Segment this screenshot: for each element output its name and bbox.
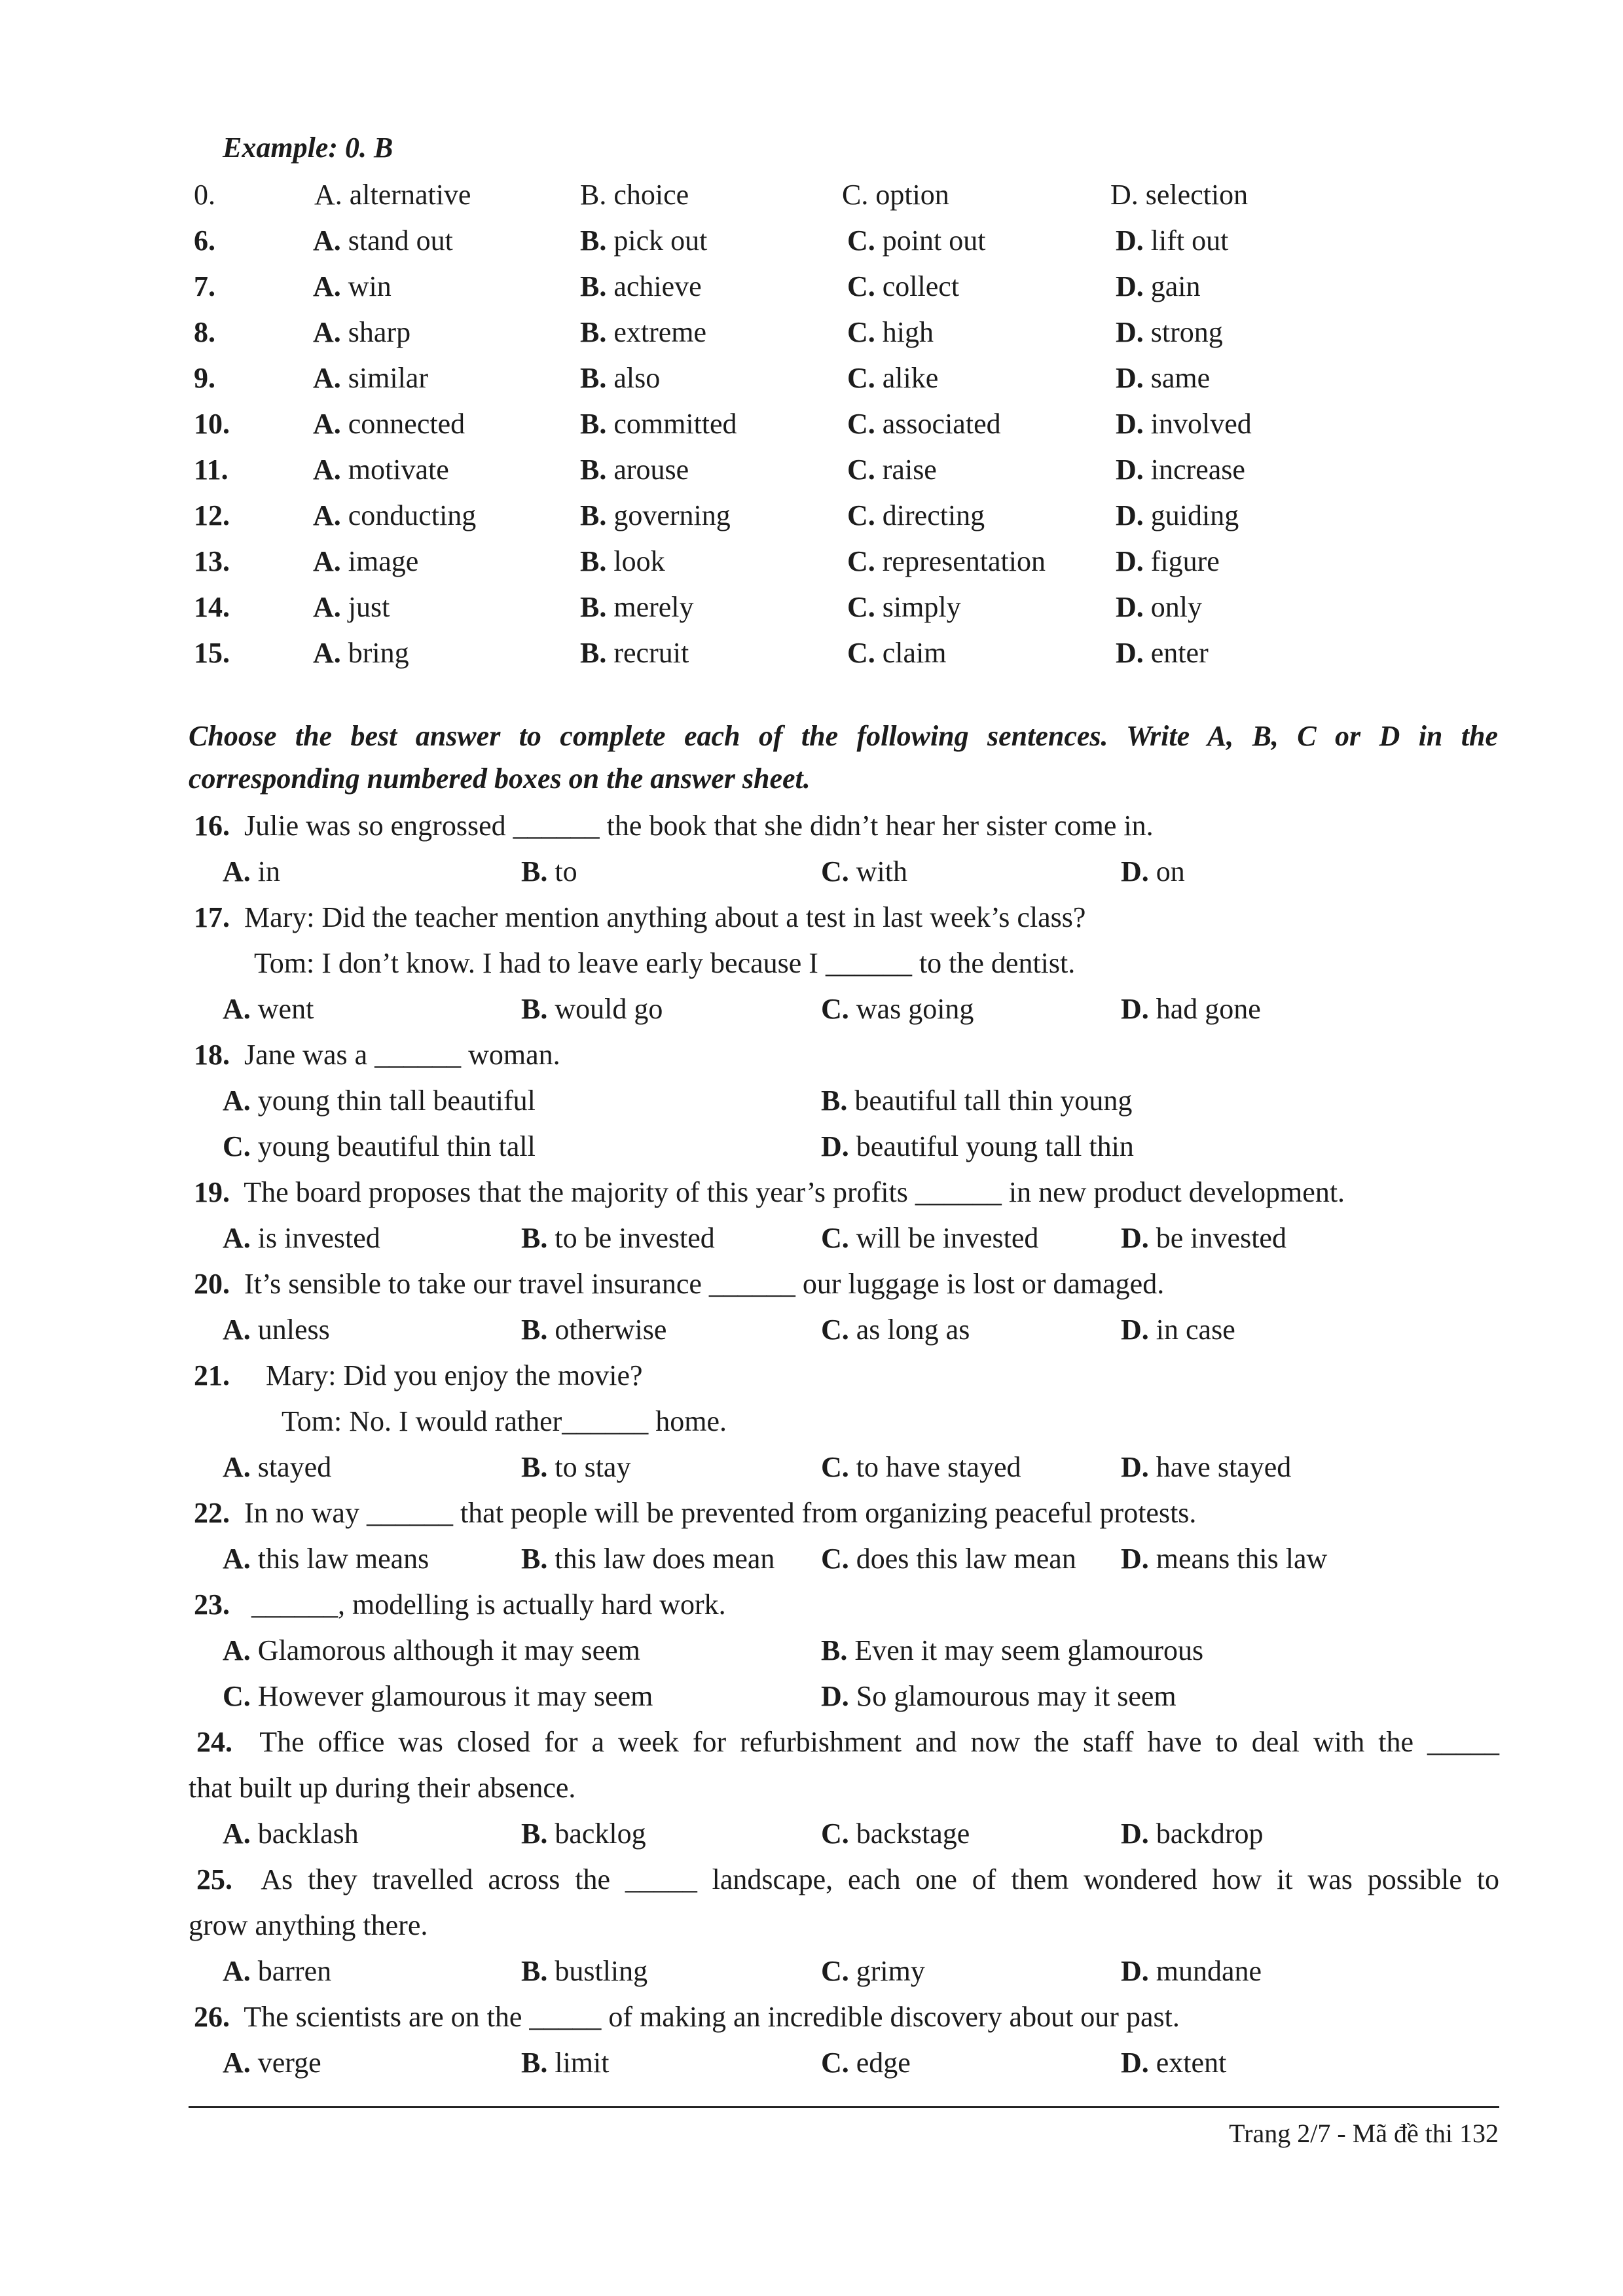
option-letter: D. — [1116, 362, 1144, 394]
question-number: 20. — [194, 1268, 230, 1300]
option-text: went — [257, 993, 314, 1025]
option-text: merely — [613, 591, 694, 623]
option-text: backdrop — [1156, 1818, 1264, 1850]
option-text: only — [1150, 591, 1203, 623]
option-letter: D. — [1121, 1314, 1149, 1346]
option-text: gain — [1150, 270, 1201, 302]
page-footer: Trang 2/7 - Mã đề thi 132 — [1229, 2119, 1499, 2148]
question-text-line-2: Tom: I don’t know. I had to leave early because I ______ to the dentist. — [254, 947, 1076, 979]
option-letter: B. — [580, 179, 607, 211]
vocab-number: 6. — [194, 224, 215, 257]
option-text: increase — [1150, 454, 1245, 486]
option-text: unless — [257, 1314, 330, 1346]
vocab-number: 15. — [194, 637, 230, 669]
question-18 — [194, 1035, 560, 1075]
question-text-line-2: grow anything there. — [189, 1909, 428, 1941]
option-text: conducting — [348, 499, 477, 531]
option-text: to be invested — [555, 1222, 715, 1254]
option-text: to — [555, 855, 577, 888]
option-letter: B. — [521, 855, 548, 888]
option-letter: C. — [847, 316, 875, 348]
option-text: connected — [348, 408, 465, 440]
question-text: The office was closed for a week for refurbishment and now the staff have to deal with the _____ — [259, 1726, 1499, 1758]
question-22 — [194, 1494, 1196, 1533]
option-text: strong — [1150, 316, 1223, 348]
vocab-row — [0, 496, 1623, 535]
option-text: otherwise — [555, 1314, 667, 1346]
option-letter: D. — [1116, 545, 1144, 577]
question-text-line-2: that built up during their absence. — [189, 1772, 576, 1804]
option-text: will be invested — [856, 1222, 1039, 1254]
option-letter: D. — [821, 1680, 849, 1712]
option-letter: A. — [223, 1955, 251, 1987]
question-23 — [194, 1585, 726, 1624]
option-text: So glamourous may it seem — [856, 1680, 1176, 1712]
option-text: collect — [882, 270, 960, 302]
question-17 — [194, 898, 1085, 937]
question-number: 21. — [194, 1359, 230, 1391]
option-text: stayed — [257, 1451, 332, 1483]
option-text: associated — [882, 408, 1001, 440]
option-text: backlog — [555, 1818, 646, 1850]
question-number: 22. — [194, 1497, 230, 1529]
option-letter: C. — [842, 179, 869, 211]
vocab-number: 9. — [194, 362, 215, 394]
option-letter: D. — [1116, 454, 1144, 486]
option-text: alike — [882, 362, 939, 394]
option-text: young thin tall beautiful — [257, 1085, 536, 1117]
option-letter: D. — [1121, 2047, 1149, 2079]
vocab-row — [0, 359, 1623, 398]
option-letter: B. — [521, 1451, 548, 1483]
option-letter: D. — [1116, 224, 1144, 257]
vocab-row — [0, 221, 1623, 260]
option-text: this law means — [257, 1543, 429, 1575]
option-text: also — [613, 362, 661, 394]
option-letter: D. — [1121, 1543, 1149, 1575]
option-letter: D. — [1121, 1451, 1149, 1483]
option-text: recruit — [613, 637, 689, 669]
option-letter: A. — [223, 1314, 251, 1346]
option-letter: A. — [313, 408, 341, 440]
question-24 — [196, 1723, 1499, 1762]
option-letter: D. — [1121, 1818, 1149, 1850]
option-text: have stayed — [1156, 1451, 1292, 1483]
option-letter: A. — [313, 224, 341, 257]
option-letter: B. — [580, 545, 607, 577]
vocab-row — [0, 542, 1623, 581]
option-text: similar — [348, 362, 428, 394]
option-text: Glamorous although it may seem — [257, 1634, 640, 1666]
option-text: young beautiful thin tall — [257, 1130, 536, 1162]
option-text: high — [882, 316, 934, 348]
question-number: 16. — [194, 810, 230, 842]
option-text: had gone — [1156, 993, 1261, 1025]
option-letter: B. — [521, 1543, 548, 1575]
option-letter: B. — [521, 2047, 548, 2079]
question-number: 26. — [194, 2001, 230, 2033]
option-letter: D. — [821, 1130, 849, 1162]
option-text: directing — [882, 499, 985, 531]
option-letter: D. — [1116, 316, 1144, 348]
question-text: It’s sensible to take our travel insurance ______ our luggage is lost or damaged. — [244, 1268, 1165, 1300]
question-number: 23. — [194, 1588, 230, 1621]
question-text: Julie was so engrossed ______ the book that she didn’t hear her sister come in. — [244, 810, 1154, 842]
option-text: barren — [257, 1955, 332, 1987]
option-letter: C. — [821, 1543, 849, 1575]
vocab-row — [0, 634, 1623, 673]
option-letter: C. — [847, 362, 875, 394]
option-letter: C. — [847, 224, 875, 257]
option-text: just — [348, 591, 390, 623]
option-text: beautiful tall thin young — [854, 1085, 1133, 1117]
vocab-number: 12. — [194, 499, 230, 531]
option-text: enter — [1150, 637, 1209, 669]
option-letter: B. — [821, 1085, 848, 1117]
option-text: in case — [1156, 1314, 1235, 1346]
option-text: bring — [348, 637, 409, 669]
option-letter: D. — [1110, 179, 1139, 211]
option-letter: D. — [1121, 855, 1149, 888]
vocab-number: 8. — [194, 316, 215, 348]
option-letter: D. — [1121, 1222, 1149, 1254]
question-text: As they travelled across the _____ landscape, each one of them wondered how it was possible to — [261, 1863, 1499, 1895]
option-letter: A. — [223, 1451, 251, 1483]
vocab-number: 14. — [194, 591, 230, 623]
option-text: stand out — [348, 224, 453, 257]
option-letter: C. — [821, 1222, 849, 1254]
option-letter: B. — [521, 993, 548, 1025]
option-letter: A. — [313, 637, 341, 669]
question-19 — [194, 1173, 1345, 1212]
option-text: However glamourous it may seem — [257, 1680, 653, 1712]
option-text: option — [875, 179, 949, 211]
option-letter: C. — [847, 454, 875, 486]
question-26 — [194, 1998, 1180, 2037]
option-text: was going — [856, 993, 974, 1025]
option-letter: B. — [521, 1314, 548, 1346]
option-letter: A. — [313, 362, 341, 394]
option-letter: A. — [223, 1634, 251, 1666]
option-text: Even it may seem glamourous — [854, 1634, 1204, 1666]
option-text: limit — [555, 2047, 610, 2079]
question-text: Jane was a ______ woman. — [244, 1039, 560, 1071]
option-letter: C. — [847, 545, 875, 577]
option-text: this law does mean — [555, 1543, 775, 1575]
option-text: involved — [1150, 408, 1252, 440]
option-letter: D. — [1116, 499, 1144, 531]
vocab-row — [0, 175, 1623, 215]
question-text: Mary: Did the teacher mention anything about a test in last week’s class? — [244, 901, 1086, 933]
option-letter: C. — [847, 637, 875, 669]
option-letter: B. — [580, 454, 607, 486]
option-letter: C. — [847, 270, 875, 302]
option-text: mundane — [1156, 1955, 1262, 1987]
option-letter: C. — [821, 1314, 849, 1346]
option-letter: D. — [1121, 1955, 1149, 1987]
instruction-line-2: corresponding numbered boxes on the answer sheet. — [189, 762, 811, 795]
option-text: to stay — [555, 1451, 631, 1483]
option-text: is invested — [257, 1222, 380, 1254]
option-letter: A. — [313, 316, 341, 348]
option-letter: C. — [821, 2047, 849, 2079]
vocab-row — [0, 404, 1623, 444]
option-text: motivate — [348, 454, 449, 486]
option-letter: B. — [580, 224, 607, 257]
vocab-row — [0, 267, 1623, 306]
option-letter: A. — [314, 179, 342, 211]
option-letter: B. — [580, 408, 607, 440]
option-letter: B. — [521, 1955, 548, 1987]
option-text: verge — [257, 2047, 321, 2079]
option-text: achieve — [613, 270, 702, 302]
option-text: simply — [882, 591, 961, 623]
question-number: 19. — [194, 1176, 230, 1208]
option-text: sharp — [348, 316, 411, 348]
vocab-row — [0, 588, 1623, 627]
option-text: extreme — [613, 316, 707, 348]
option-letter: D. — [1116, 408, 1144, 440]
option-letter: A. — [223, 993, 251, 1025]
option-letter: A. — [313, 591, 341, 623]
option-text: figure — [1150, 545, 1220, 577]
option-letter: C. — [821, 1451, 849, 1483]
question-text: The scientists are on the _____ of making an incredible discovery about our past. — [244, 2001, 1180, 2033]
option-text: pick out — [613, 224, 708, 257]
option-text: with — [856, 855, 908, 888]
option-text: representation — [882, 545, 1046, 577]
vocab-row — [0, 450, 1623, 490]
vocab-number: 13. — [194, 545, 230, 577]
option-text: governing — [613, 499, 731, 531]
question-number: 24. — [196, 1726, 232, 1758]
option-text: selection — [1145, 179, 1249, 211]
option-text: same — [1150, 362, 1211, 394]
option-letter: A. — [313, 499, 341, 531]
option-text: alternative — [349, 179, 471, 211]
option-letter: B. — [580, 499, 607, 531]
question-text: The board proposes that the majority of this year’s profits ______ in new product development. — [244, 1176, 1345, 1208]
option-letter: C. — [821, 1818, 849, 1850]
option-letter: B. — [580, 270, 607, 302]
option-letter: C. — [821, 1955, 849, 1987]
option-text: point out — [882, 224, 986, 257]
option-text: means this law — [1156, 1543, 1328, 1575]
option-text: backstage — [856, 1818, 970, 1850]
option-text: as long as — [856, 1314, 970, 1346]
question-16 — [194, 806, 1154, 846]
vocab-number: 10. — [194, 408, 230, 440]
instruction-line-1: Choose the best answer to complete each of the following sentences. Write A, B, C or D in the — [189, 720, 1498, 752]
vocab-number: 11. — [194, 454, 228, 486]
option-text: would go — [555, 993, 663, 1025]
option-letter: C. — [847, 499, 875, 531]
option-letter: A. — [223, 855, 251, 888]
option-letter: A. — [313, 454, 341, 486]
option-text: grimy — [856, 1955, 925, 1987]
vocab-row — [0, 313, 1623, 352]
option-letter: A. — [223, 1222, 251, 1254]
question-20 — [194, 1265, 1164, 1304]
option-text: claim — [882, 637, 947, 669]
question-text: Mary: Did you enjoy the movie? — [266, 1359, 643, 1391]
option-letter: A. — [223, 1818, 251, 1850]
question-number: 25. — [196, 1863, 232, 1895]
question-number: 18. — [194, 1039, 230, 1071]
option-text: win — [348, 270, 392, 302]
option-letter: A. — [223, 1543, 251, 1575]
option-letter: B. — [821, 1634, 848, 1666]
option-text: in — [257, 855, 281, 888]
option-text: arouse — [613, 454, 689, 486]
vocab-number: 0. — [194, 179, 215, 211]
option-text: image — [348, 545, 419, 577]
question-text: In no way ______ that people will be prevented from organizing peaceful protests. — [244, 1497, 1197, 1529]
option-text: be invested — [1156, 1222, 1286, 1254]
option-text: to have stayed — [856, 1451, 1021, 1483]
option-text: backlash — [257, 1818, 359, 1850]
option-letter: A. — [223, 2047, 251, 2079]
option-letter: D. — [1121, 993, 1149, 1025]
question-text: ______, modelling is actually hard work. — [251, 1588, 726, 1621]
option-text: edge — [856, 2047, 911, 2079]
option-text: does this law mean — [856, 1543, 1076, 1575]
option-letter: C. — [223, 1680, 251, 1712]
option-text: look — [613, 545, 665, 577]
question-21 — [194, 1356, 643, 1395]
option-letter: B. — [580, 637, 607, 669]
option-text: choice — [613, 179, 689, 211]
option-letter: B. — [580, 591, 607, 623]
option-text: guiding — [1150, 499, 1239, 531]
question-number: 17. — [194, 901, 230, 933]
option-letter: C. — [821, 993, 849, 1025]
option-letter: B. — [580, 316, 607, 348]
option-letter: B. — [521, 1222, 548, 1254]
option-letter: D. — [1116, 591, 1144, 623]
option-letter: A. — [223, 1085, 251, 1117]
question-25 — [196, 1860, 1499, 1899]
option-letter: D. — [1116, 270, 1144, 302]
option-text: committed — [613, 408, 737, 440]
option-text: bustling — [555, 1955, 648, 1987]
option-letter: C. — [223, 1130, 251, 1162]
option-text: on — [1156, 855, 1185, 888]
option-letter: B. — [580, 362, 607, 394]
option-letter: D. — [1116, 637, 1144, 669]
option-text: beautiful young tall thin — [856, 1130, 1134, 1162]
option-letter: C. — [821, 855, 849, 888]
option-text: raise — [882, 454, 937, 486]
option-text: extent — [1156, 2047, 1227, 2079]
vocab-number: 7. — [194, 270, 215, 302]
question-text-line-2: Tom: No. I would rather______ home. — [282, 1405, 727, 1437]
option-text: lift out — [1150, 224, 1229, 257]
option-letter: A. — [313, 545, 341, 577]
option-letter: B. — [521, 1818, 548, 1850]
option-letter: C. — [847, 408, 875, 440]
example-label: Example: 0. B — [223, 132, 393, 164]
option-letter: C. — [847, 591, 875, 623]
option-letter: A. — [313, 270, 341, 302]
footer-divider — [189, 2106, 1499, 2108]
